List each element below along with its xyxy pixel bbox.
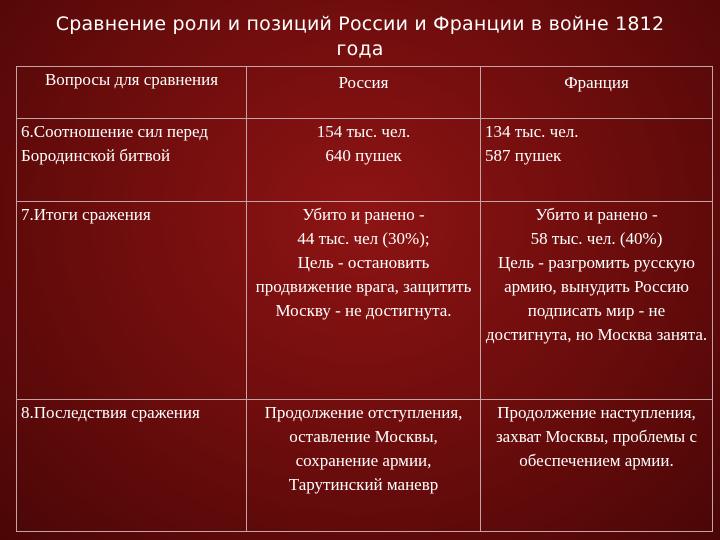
table-row <box>17 400 713 532</box>
row-russia <box>247 400 481 532</box>
slide-title: Сравнение роли и позиций России и Франции в войне 1812 года <box>55 13 665 60</box>
row-question: 8.Последствия сражения <box>17 400 247 532</box>
row-france <box>481 202 713 400</box>
table-row <box>17 202 713 400</box>
header-russia: Россия <box>247 67 481 119</box>
header-france: Франция <box>481 67 713 119</box>
row-france <box>481 119 713 202</box>
comparison-table <box>16 66 713 532</box>
cell-line: Убито и ранено - <box>302 205 425 224</box>
row-russia <box>247 119 481 202</box>
cell-line: Цель - остановить продвижение врага, защитить Москву - не достигнута. <box>255 253 472 320</box>
cell-line: Убито и ранено - <box>535 205 658 224</box>
cell-line: Продолжение наступления, захват Москвы, проблемы с обеспечением армии. <box>495 403 698 470</box>
cell-line: 154 тыс. чел. <box>316 122 411 141</box>
row-russia <box>247 202 481 400</box>
row-question: 6.Соотношение сил перед Бородинской битвой <box>17 119 247 202</box>
table-row <box>17 119 713 202</box>
cell-line: Цель - разгромить русскую армию, вынудить Россию подписать мир - не достигнута, но Москва занята. <box>485 253 708 344</box>
cell-line: 640 пушек <box>325 146 402 165</box>
cell-line: 44 тыс. чел (30%); <box>297 229 430 248</box>
row-france <box>481 400 713 532</box>
cell-line: 587 пушек <box>485 146 562 165</box>
cell-line: 58 тыс. чел. (40%) <box>530 229 663 248</box>
table-header-row <box>17 67 713 119</box>
cell-line: 134 тыс. чел. <box>485 122 579 141</box>
header-questions: Вопросы для сравнения <box>17 67 247 119</box>
cell-line: Продолжение отступления, оставление Москвы, сохранение армии, Тарутинский маневр <box>264 403 463 494</box>
row-question: 7.Итоги сражения <box>17 202 247 400</box>
